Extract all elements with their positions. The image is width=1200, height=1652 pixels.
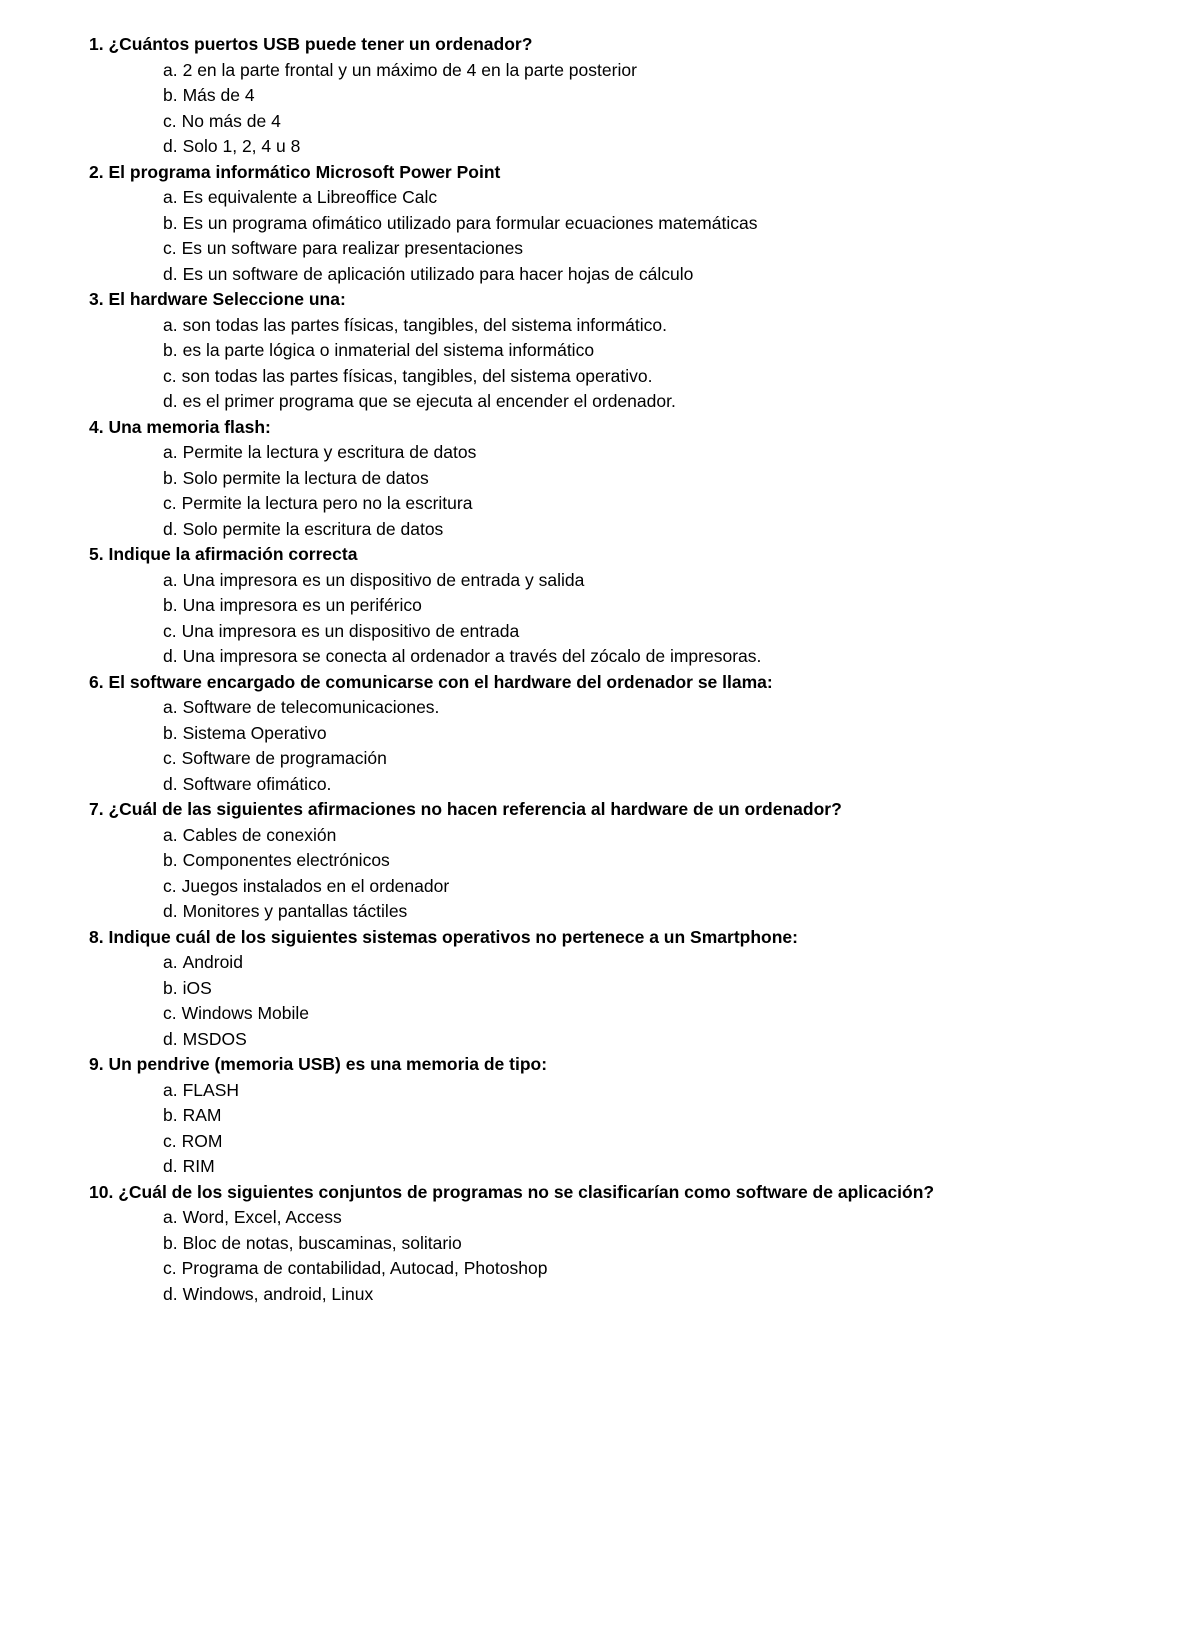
- option-letter: b.: [163, 1105, 178, 1125]
- question-5: [89, 542, 1169, 568]
- option-letter: d.: [163, 518, 178, 539]
- option-text: Es un programa ofimático utilizado para formular ecuaciones matemáticas: [182, 212, 758, 233]
- option-letter: b.: [163, 1232, 178, 1253]
- option-letter: a.: [163, 442, 178, 462]
- option-text: Word, Excel, Access: [182, 1207, 342, 1227]
- option-letter: a.: [163, 314, 178, 335]
- option-text: Solo 1, 2, 4 u 8: [182, 136, 301, 156]
- option-letter: d.: [163, 773, 178, 794]
- option-text: Juegos instalados en el ordenador: [181, 875, 450, 896]
- question-4: [89, 415, 1169, 441]
- answer-option: [89, 262, 1169, 288]
- question-7: [89, 797, 1169, 823]
- option-text: ROM: [181, 1130, 223, 1151]
- answer-option: [89, 83, 1169, 109]
- answer-option: [89, 1129, 1169, 1155]
- answer-option: [89, 389, 1169, 415]
- question-3: [89, 287, 1169, 313]
- answer-option: [89, 1001, 1169, 1027]
- option-letter: a.: [163, 1207, 178, 1227]
- option-text: son todas las partes físicas, tangibles, del sistema operativo.: [181, 365, 653, 386]
- answer-option: [89, 364, 1169, 390]
- option-letter: b.: [163, 340, 178, 360]
- option-text: Permite la lectura pero no la escritura: [181, 493, 473, 513]
- option-text: Es un software para realizar presentaciones: [181, 238, 524, 258]
- option-letter: c.: [163, 238, 177, 258]
- option-text: Solo permite la escritura de datos: [182, 518, 444, 539]
- option-letter: d.: [163, 136, 178, 156]
- option-text: Una impresora es un periférico: [182, 595, 422, 615]
- question-8: [89, 925, 1169, 951]
- question-number: 1.: [89, 34, 104, 54]
- question-9: [89, 1052, 1169, 1078]
- answer-option: [89, 236, 1169, 262]
- answer-option: [89, 338, 1169, 364]
- option-letter: a.: [163, 952, 178, 972]
- option-letter: b.: [163, 595, 178, 615]
- question-number: 6.: [89, 671, 104, 692]
- option-letter: d.: [163, 1028, 178, 1049]
- answer-option: [89, 1282, 1169, 1308]
- option-text: MSDOS: [182, 1028, 247, 1049]
- answer-option: [89, 772, 1169, 798]
- question-text: El hardware Seleccione una:: [108, 289, 346, 309]
- answer-option: [89, 185, 1169, 211]
- option-letter: c.: [163, 620, 177, 641]
- option-text: Software de telecomunicaciones.: [182, 697, 440, 717]
- option-text: Windows Mobile: [181, 1003, 310, 1023]
- option-letter: d.: [163, 391, 178, 411]
- answer-option: [89, 1027, 1169, 1053]
- answer-option: [89, 823, 1169, 849]
- option-text: Una impresora es un dispositivo de entrada: [181, 620, 520, 641]
- question-6: [89, 670, 1169, 696]
- question-text: Indique cuál de los siguientes sistemas operativos no pertenece a un Smartphone:: [108, 926, 798, 947]
- answer-option: [89, 491, 1169, 517]
- answer-option: [89, 1154, 1169, 1180]
- option-letter: d.: [163, 1283, 178, 1304]
- answer-option: [89, 1205, 1169, 1231]
- option-text: Sistema Operativo: [182, 722, 327, 743]
- answer-option: [89, 976, 1169, 1002]
- answer-option: [89, 1256, 1169, 1282]
- option-letter: a.: [163, 824, 178, 845]
- option-text: No más de 4: [181, 110, 281, 131]
- option-letter: c.: [163, 365, 177, 386]
- answer-option: [89, 313, 1169, 339]
- option-text: Una impresora es un dispositivo de entrada y salida: [182, 569, 585, 590]
- option-text: Software ofimático.: [182, 773, 332, 794]
- option-text: 2 en la parte frontal y un máximo de 4 en la parte posterior: [182, 59, 637, 80]
- answer-option: [89, 134, 1169, 160]
- answer-option: [89, 211, 1169, 237]
- question-text: Una memoria flash:: [108, 416, 271, 437]
- question-number: 10.: [89, 1181, 114, 1202]
- answer-option: [89, 644, 1169, 670]
- option-text: Software de programación: [181, 748, 387, 768]
- option-letter: b.: [163, 850, 178, 870]
- answer-option: [89, 109, 1169, 135]
- option-text: Monitores y pantallas táctiles: [182, 901, 408, 921]
- option-letter: c.: [163, 1130, 177, 1151]
- answer-option: [89, 1078, 1169, 1104]
- question-text: Indique la afirmación correcta: [108, 544, 358, 564]
- option-letter: b.: [163, 467, 178, 488]
- answer-option: [89, 517, 1169, 543]
- answer-option: [89, 466, 1169, 492]
- option-letter: a.: [163, 697, 178, 717]
- question-number: 7.: [89, 799, 104, 819]
- option-text: Componentes electrónicos: [182, 850, 390, 870]
- option-text: Cables de conexión: [182, 824, 337, 845]
- answer-option: [89, 899, 1169, 925]
- option-text: Windows, android, Linux: [182, 1283, 374, 1304]
- option-letter: d.: [163, 646, 178, 666]
- question-number: 3.: [89, 289, 104, 309]
- answer-option: [89, 746, 1169, 772]
- question-text: El software encargado de comunicarse con el hardware del ordenador se llama:: [108, 671, 773, 692]
- question-number: 9.: [89, 1054, 104, 1074]
- option-letter: c.: [163, 748, 177, 768]
- option-text: RAM: [182, 1105, 222, 1125]
- answer-option: [89, 619, 1169, 645]
- answer-option: [89, 568, 1169, 594]
- answer-option: [89, 440, 1169, 466]
- answer-option: [89, 695, 1169, 721]
- option-text: Una impresora se conecta al ordenador a través del zócalo de impresoras.: [182, 646, 762, 666]
- option-letter: a.: [163, 187, 178, 207]
- option-text: Permite la lectura y escritura de datos: [182, 442, 477, 462]
- answer-option: [89, 58, 1169, 84]
- option-text: iOS: [182, 977, 212, 998]
- option-text: Programa de contabilidad, Autocad, Photoshop: [181, 1258, 548, 1278]
- answer-option: [89, 950, 1169, 976]
- option-letter: b.: [163, 977, 178, 998]
- question-number: 8.: [89, 926, 104, 947]
- option-letter: a.: [163, 1079, 178, 1100]
- option-letter: c.: [163, 1003, 177, 1023]
- option-letter: c.: [163, 110, 177, 131]
- option-text: Más de 4: [182, 85, 255, 105]
- answer-option: [89, 721, 1169, 747]
- option-text: son todas las partes físicas, tangibles, del sistema informático.: [182, 314, 668, 335]
- option-text: es la parte lógica o inmaterial del sistema informático: [182, 340, 595, 360]
- option-letter: b.: [163, 722, 178, 743]
- option-letter: c.: [163, 1258, 177, 1278]
- option-letter: b.: [163, 212, 178, 233]
- answer-option: [89, 848, 1169, 874]
- question-number: 4.: [89, 416, 104, 437]
- option-text: RIM: [182, 1156, 215, 1176]
- option-text: Bloc de notas, buscaminas, solitario: [182, 1232, 462, 1253]
- option-letter: d.: [163, 1156, 178, 1176]
- question-text: ¿Cuál de los siguientes conjuntos de programas no se clasificarían como software de aplicación?: [118, 1181, 935, 1202]
- option-text: Solo permite la lectura de datos: [182, 467, 429, 488]
- option-letter: c.: [163, 875, 177, 896]
- question-text: El programa informático Microsoft Power Point: [108, 161, 501, 182]
- answer-option: [89, 874, 1169, 900]
- question-10: [89, 1180, 1169, 1206]
- question-number: 5.: [89, 544, 104, 564]
- option-text: FLASH: [182, 1079, 240, 1100]
- question-1: [89, 32, 1169, 58]
- answer-option: [89, 1103, 1169, 1129]
- option-letter: b.: [163, 85, 178, 105]
- answer-option: [89, 1231, 1169, 1257]
- question-2: [89, 160, 1169, 186]
- option-letter: a.: [163, 59, 178, 80]
- option-text: Es un software de aplicación utilizado para hacer hojas de cálculo: [182, 263, 694, 284]
- option-letter: a.: [163, 569, 178, 590]
- option-text: Android: [182, 952, 243, 972]
- question-text: ¿Cuántos puertos USB puede tener un ordenador?: [108, 34, 533, 54]
- option-letter: d.: [163, 901, 178, 921]
- answer-option: [89, 593, 1169, 619]
- option-letter: d.: [163, 263, 178, 284]
- question-text: Un pendrive (memoria USB) es una memoria de tipo:: [108, 1054, 548, 1074]
- option-letter: c.: [163, 493, 177, 513]
- option-text: es el primer programa que se ejecuta al encender el ordenador.: [182, 391, 676, 411]
- option-text: Es equivalente a Libreoffice Calc: [182, 187, 438, 207]
- question-number: 2.: [89, 161, 104, 182]
- quiz-list: [89, 32, 1169, 1307]
- question-text: ¿Cuál de las siguientes afirmaciones no hacen referencia al hardware de un ordenador?: [108, 799, 842, 819]
